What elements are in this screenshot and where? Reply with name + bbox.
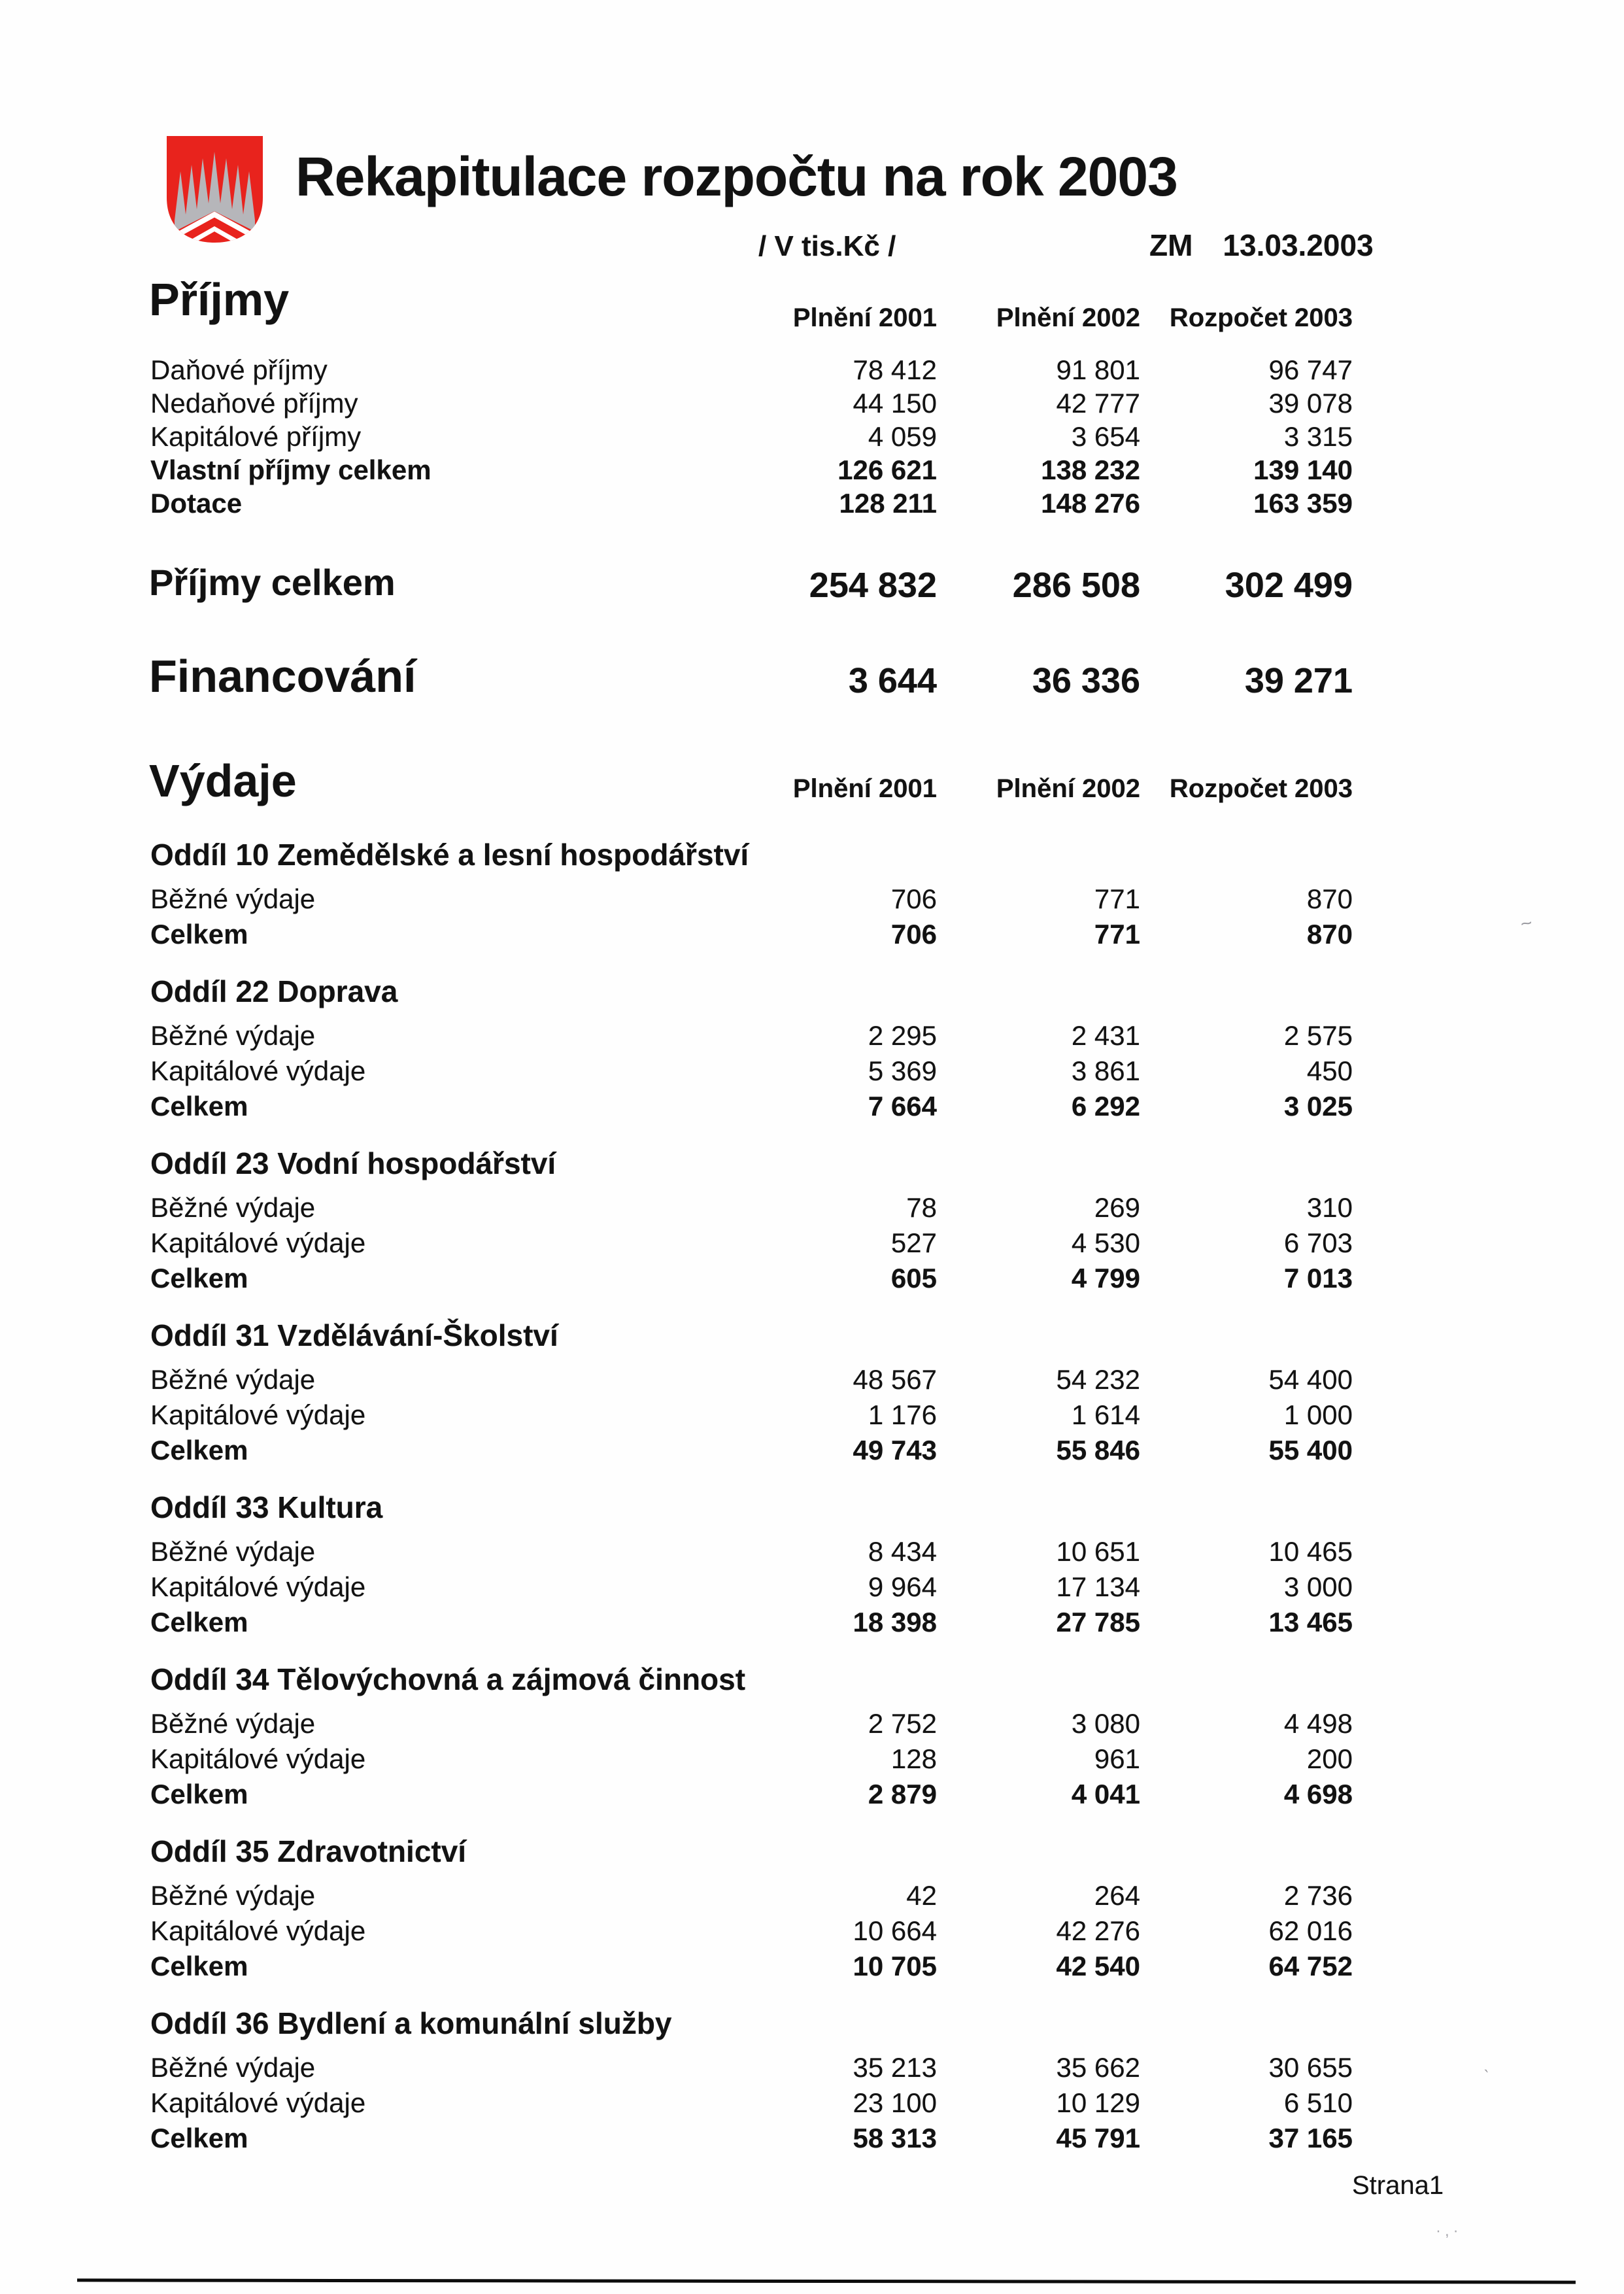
row-label: Běžné výdaje [150,1708,316,1739]
table-row [150,1744,1353,1779]
row-label: Celkem [150,1779,248,1809]
table-row [150,884,1353,919]
table-row [150,919,1353,955]
row-value-2003: 30 655 [1268,2052,1353,2083]
row-label: Celkem [150,1607,248,1637]
row-value-2003: 870 [1306,883,1353,914]
row-value-2002: 17 134 [1056,1571,1140,1602]
row-label: Kapitálové výdaje [150,1743,366,1774]
total-label: Příjmy celkem [149,562,396,603]
table-row [150,388,1353,422]
row-value-2002: 138 232 [1041,454,1140,485]
row-value-2001: 126 621 [837,454,937,485]
section-rows [150,1709,1353,1815]
row-value-2002: 3 654 [1071,421,1140,452]
section-title: Oddíl 33 Kultura [150,1490,383,1524]
financovani-value: 3 644 [848,661,937,700]
meeting-date: 13.03.2003 [1223,228,1374,262]
column-header: Plnění 2002 [996,774,1140,803]
vydaje-section [150,1834,1353,1987]
row-value-2003: 6 703 [1283,1227,1353,1258]
section-rows [150,1537,1353,1643]
row-value-2003: 10 465 [1268,1536,1353,1567]
row-value-2001: 42 [906,1880,937,1911]
row-value-2003: 3 025 [1283,1091,1353,1121]
row-value-2002: 35 662 [1056,2052,1140,2083]
row-value-2002: 148 276 [1041,488,1140,519]
section-title: Oddíl 31 Vzdělávání-Školství [150,1318,558,1352]
section-title: Oddíl 22 Doprava [150,974,398,1008]
row-value-2001: 9 964 [868,1571,937,1602]
row-label: Kapitálové výdaje [150,1915,366,1946]
row-label: Kapitálové příjmy [150,421,362,452]
row-value-2003: 4 498 [1283,1708,1353,1739]
vydaje-section [150,1146,1353,1299]
financovani-value: 39 271 [1244,661,1353,700]
row-value-2002: 269 [1094,1192,1140,1223]
table-row [150,2053,1353,2088]
row-value-2003: 64 752 [1268,1951,1353,1981]
column-header: Rozpočet 2003 [1169,774,1353,803]
row-value-2003: 13 465 [1268,1607,1353,1637]
table-row [150,355,1353,388]
row-value-2001: 18 398 [853,1607,937,1637]
row-label: Kapitálové výdaje [150,1571,366,1602]
row-value-2001: 4 059 [868,421,937,452]
row-value-2002: 4 041 [1071,1779,1140,1809]
row-label: Kapitálové výdaje [150,1399,366,1430]
row-value-2002: 10 129 [1056,2087,1140,2118]
meeting-date-line [1149,228,1374,263]
section-rows [150,1193,1353,1299]
section-title: Oddíl 35 Zdravotnictví [150,1834,467,1868]
row-value-2001: 49 743 [853,1435,937,1465]
row-value-2003: 39 078 [1268,388,1353,419]
table-row [150,1056,1353,1091]
row-value-2001: 128 211 [839,488,937,519]
row-value-2003: 450 [1306,1055,1353,1086]
row-label: Celkem [150,1951,248,1981]
row-value-2001: 2 879 [868,1779,937,1809]
section-heading-prijmy: Příjmy [149,274,289,325]
column-header: Plnění 2001 [792,774,937,803]
row-value-2001: 7 664 [868,1091,937,1121]
row-value-2001: 78 412 [853,354,937,385]
row-value-2003: 163 359 [1253,488,1353,519]
row-label: Daňové příjmy [150,354,328,385]
section-rows [150,1365,1353,1471]
row-value-2002: 54 232 [1056,1364,1140,1395]
table-row [150,1400,1353,1435]
row-value-2002: 1 614 [1071,1399,1140,1430]
vydaje-section [150,1662,1353,1815]
row-value-2003: 62 016 [1268,1915,1353,1946]
row-value-2003: 200 [1306,1743,1353,1774]
table-row [150,2123,1353,2159]
row-value-2002: 2 431 [1071,1020,1140,1051]
row-value-2001: 5 369 [868,1055,937,1086]
vydaje-section [150,1318,1353,1471]
row-label: Celkem [150,2123,248,2153]
column-headers-prijmy [150,303,1353,335]
row-value-2003: 37 165 [1268,2123,1353,2153]
unit-note: / V tis.Kč / [758,230,896,262]
row-label: Kapitálové výdaje [150,1227,366,1258]
town-coat-of-arms-icon [161,132,268,247]
table-row [150,1228,1353,1263]
scan-artifact: ~ [1518,912,1534,936]
row-value-2003: 1 000 [1283,1399,1353,1430]
row-value-2001: 1 176 [868,1399,937,1430]
table-row [150,488,1353,522]
scan-edge-line [77,2278,1576,2284]
row-label: Celkem [150,1263,248,1293]
row-value-2002: 42 276 [1056,1915,1140,1946]
row-value-2001: 2 752 [868,1708,937,1739]
row-value-2001: 706 [890,919,937,950]
total-value: 302 499 [1225,566,1353,605]
row-value-2002: 91 801 [1056,354,1140,385]
row-label: Celkem [150,1435,248,1465]
document-title: Rekapitulace rozpočtu na rok 2003 [296,146,1177,207]
section-heading-vydaje: Výdaje [149,755,297,806]
scan-artifact: ·,· [1436,2222,1463,2240]
row-label: Běžné výdaje [150,1364,316,1395]
meeting-label: ZM [1149,228,1193,262]
row-value-2003: 54 400 [1268,1364,1353,1395]
section-rows [150,2053,1353,2159]
row-label: Kapitálové výdaje [150,1055,366,1086]
row-value-2001: 78 [906,1192,937,1223]
row-value-2003: 6 510 [1283,2087,1353,2118]
row-value-2002: 961 [1094,1743,1140,1774]
row-value-2003: 96 747 [1268,354,1353,385]
row-value-2002: 45 791 [1056,2123,1140,2153]
row-value-2001: 48 567 [853,1364,937,1395]
section-title: Oddíl 23 Vodní hospodářství [150,1146,556,1180]
row-value-2002: 42 777 [1056,388,1140,419]
row-value-2003: 2 736 [1283,1880,1353,1911]
financovani-label: Financování [149,651,416,702]
column-headers-vydaje [150,774,1353,806]
row-label: Běžné výdaje [150,2052,316,2083]
row-value-2003: 4 698 [1283,1779,1353,1809]
row-value-2001: 706 [890,883,937,914]
table-row [150,422,1353,455]
section-rows [150,1881,1353,1987]
vydaje-section [150,2006,1353,2159]
row-value-2002: 55 846 [1056,1435,1140,1465]
table-row [150,1881,1353,1916]
row-label: Kapitálové výdaje [150,2087,366,2118]
row-label: Celkem [150,919,248,950]
row-value-2002: 6 292 [1071,1091,1140,1121]
table-row [150,1021,1353,1056]
column-header: Plnění 2001 [792,303,937,332]
row-label: Běžné výdaje [150,1192,316,1223]
row-value-2002: 3 080 [1071,1708,1140,1739]
row-label: Celkem [150,1091,248,1121]
row-label: Běžné výdaje [150,1880,316,1911]
section-title: Oddíl 36 Bydlení a komunální služby [150,2006,672,2040]
table-row [150,1365,1353,1400]
page-number: Strana1 [1352,2171,1444,2200]
section-rows [150,884,1353,955]
row-value-2002: 771 [1094,919,1140,950]
vydaje-section [150,974,1353,1127]
table-row [150,1709,1353,1744]
row-value-2002: 10 651 [1056,1536,1140,1567]
table-row [150,1193,1353,1228]
column-header: Rozpočet 2003 [1169,303,1353,332]
row-value-2002: 264 [1094,1880,1140,1911]
row-value-2001: 605 [890,1263,937,1293]
total-value: 286 508 [1012,566,1140,605]
total-value: 254 832 [809,566,937,605]
row-value-2003: 139 140 [1253,454,1353,485]
table-row [150,1263,1353,1299]
table-row [150,455,1353,488]
row-value-2002: 4 530 [1071,1227,1140,1258]
table-row [150,2088,1353,2123]
row-value-2001: 35 213 [853,2052,937,2083]
row-value-2002: 42 540 [1056,1951,1140,1981]
section-rows [150,1021,1353,1127]
row-value-2001: 23 100 [853,2087,937,2118]
vydaje-section [150,837,1353,955]
column-header: Plnění 2002 [996,303,1140,332]
row-value-2002: 4 799 [1071,1263,1140,1293]
row-value-2001: 58 313 [853,2123,937,2153]
row-value-2001: 10 705 [853,1951,937,1981]
row-value-2001: 8 434 [868,1536,937,1567]
row-label: Běžné výdaje [150,883,316,914]
row-value-2003: 3 000 [1283,1571,1353,1602]
table-row [150,1607,1353,1643]
vydaje-section [150,1490,1353,1643]
row-label: Nedaňové příjmy [150,388,358,419]
row-label: Běžné výdaje [150,1020,316,1051]
table-row [150,1572,1353,1607]
row-value-2001: 10 664 [853,1915,937,1946]
row-value-2001: 44 150 [853,388,937,419]
row-label: Běžné výdaje [150,1536,316,1567]
row-value-2003: 55 400 [1268,1435,1353,1465]
row-value-2003: 870 [1306,919,1353,950]
row-value-2001: 128 [890,1743,937,1774]
table-row [150,1091,1353,1127]
row-value-2003: 3 315 [1283,421,1353,452]
table-row [150,1435,1353,1471]
table-row [150,1537,1353,1572]
financovani-value: 36 336 [1032,661,1140,700]
row-value-2002: 3 861 [1071,1055,1140,1086]
table-row [150,1951,1353,1987]
row-value-2001: 2 295 [868,1020,937,1051]
section-title: Oddíl 34 Tělovýchovná a zájmová činnost [150,1662,746,1696]
prijmy-rows [150,355,1353,522]
row-label: Dotace [150,488,243,519]
row-value-2002: 771 [1094,883,1140,914]
row-value-2003: 2 575 [1283,1020,1353,1051]
table-row [150,1779,1353,1815]
scan-artifact: ` [1481,2066,1490,2087]
row-value-2003: 310 [1306,1192,1353,1223]
section-title: Oddíl 10 Zemědělské a lesní hospodářství [150,838,749,872]
row-value-2002: 27 785 [1056,1607,1140,1637]
row-value-2001: 527 [890,1227,937,1258]
table-row [150,1916,1353,1951]
row-label: Vlastní příjmy celkem [150,454,431,485]
row-value-2003: 7 013 [1283,1263,1353,1293]
